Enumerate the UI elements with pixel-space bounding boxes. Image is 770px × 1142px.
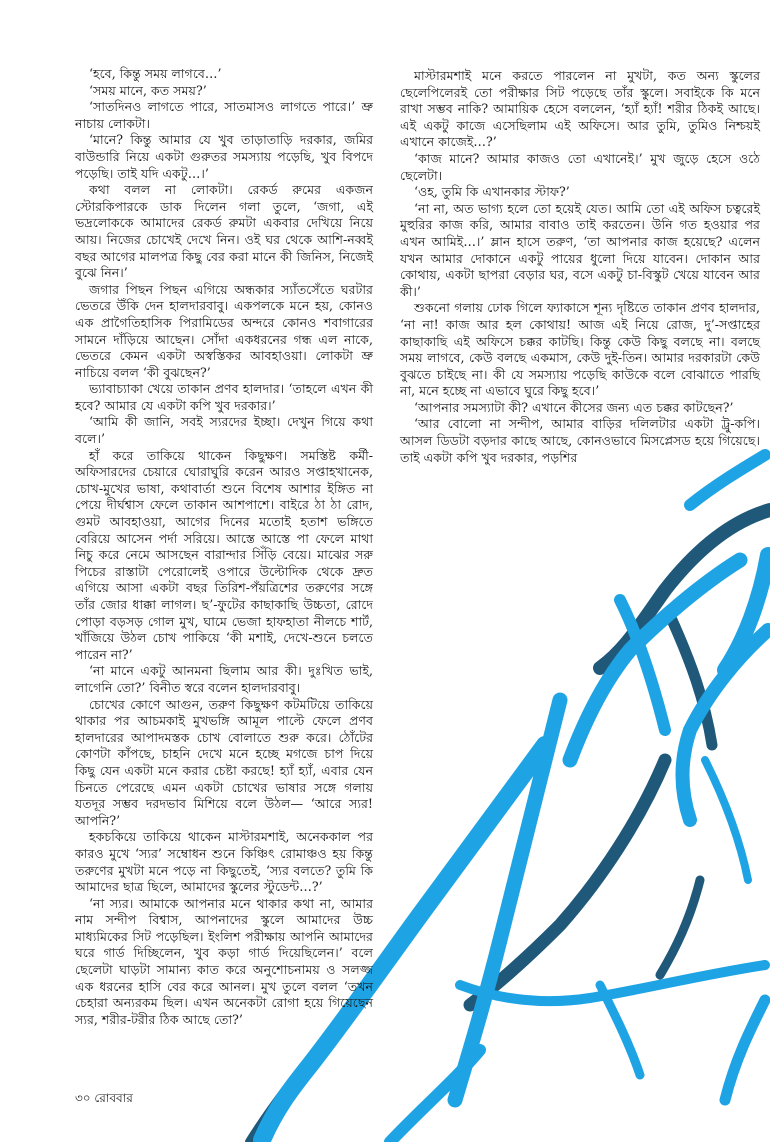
paragraph: শুকনো গলায় ঢোক গিলে ফ্যাকাসে শূন্য দৃষ্টিতে তাকান প্রণব হালদার, ‘না না! কাজ আর হল কোথায়! আজ এই নিয়ে রোজ, দু’-সপ্তাহের কাছাকাছি এই অফিসে চক্কর কাটছি। কিন্তু কেউ কিছু বলছে না। বলছে সময় লাগবে, কেউ বলছে একমাস, কেউ দুই-তিন। আমার দরকারটা কেউ বুঝতে চাইছে না। কী যে সমস্যায় পড়েছি কাউকে বলে বোঝাতে পারছি না, মনে হচ্ছে না এভাবে ঘুরে কিছু হবে।’: [400, 300, 760, 399]
brush-stroke-light: [725, 1000, 765, 1100]
paragraph: ‘আপনার সমস্যাটা কী? এখানে কীসের জন্য এত চক্কর কাটছেন?’: [414, 399, 734, 415]
paragraph: ‘না স্যর। আমাকে আপনার মনে থাকার কথা না, আমার নাম সন্দীপ বিশ্বাস, আপনাদের স্কুলে আমাদের উচ্চ মাধ্যমিকের সিট পড়েছিল। ইংলিশ পরীক্ষায় আপনি আমাদের ঘরে গার্ড দিচ্ছিলেন, খুব কড়া গার্ড দিয়েছিলেন।’ বলে ছেলেটা ঘাড়টা সামান্য কাত করে অনুশোচনাময় ও সলজ্জ এক ধরনের হাসি বের করে আনল। মুখ তুলে বলল ‘তখন চেহারা অন্যরকম ছিল। এখন অনেকটা রোগা হয়ে গিয়েছেন স্যর, শরীর-টরীর ঠিক আছে তো?’: [75, 895, 373, 1027]
brush-stroke-light: [600, 985, 640, 1075]
paragraph: হাঁ করে তাকিয়ে থাকেন কিছুক্ষণ। সমস্তিষ্ট কর্মী-অফিসারদের চেয়ারে ঘোরাঘুরি করেন আরও সপ্তাহখানেক, চোখ-মুখের ভাষা, কথাবার্তা শুনে বিশেষ আশার ইঙ্গিত না পেয়ে দীর্ঘশ্বাস ফেলে তাকান আশপাশে। বাইরে ঠা ঠা রোদ, গুমট আবহাওয়া, আগের দিনের মতোই হতাশ ভঙ্গিতে বেরিয়ে আসেন পর্দা সরিয়ে। আস্তে আস্তে পা ফেলে মাথা নিচু করে নেমে আসছেন বারান্দার সিঁড়ি বেয়ে। মাঝের সরু পিচের রাস্তাটা পেরোলেই ওপারে উল্টোদিক থেকে দ্রুত এগিয়ে আসা একটা বছর তিরিশ-পঁয়ত্রিশের তরুণের সঙ্গে তাঁর জোর ধাক্কা লাগল। ছ’-ফুটের কাছাকাছি উচ্চতা, রোদে পোড়া বড়সড় গোল মুখ, ঘামে ভেজা হাফহাতা নীলচে শার্ট, খাঁজিয়ে উঠল চোখ পাকিয়ে ‘কী মশাই, দেখে-শুনে চলতে পারেন না?’: [75, 447, 373, 662]
paragraph: ‘সময় মানে, কত সময়?’: [89, 82, 207, 98]
left-text-column: [75, 66, 373, 1028]
paragraph: মাস্টারমশাই মনে করতে পারলেন না মুখটা, কত অন্য স্কুলের ছেলেপিলেরই তো পরীক্ষার সিট পড়েছে তাঁর স্কুলে। সবাইকে কি মনে রাখা সম্ভব নাকি? আমায়িক হেসে বললেন, ‘হ্যাঁ হ্যাঁ! শরীর ঠিকই আছে। এই একটু কাজে এসেছিলাম এই অফিসে। আর তুমি, তুমিও নিশ্চয়ই এখানে কাজেই…?’: [400, 68, 760, 150]
paragraph: হকচকিয়ে তাকিয়ে থাকেন মাস্টারমশাই, অনেককাল পর কারও মুখে ‘স্যর’ সম্বোধন শুনে কিঞ্চিৎ রোমাঞ্চও হয় কিন্তু তরুণের মুখটা মনে পড়ে না কিছুতেই, ‘স্যর বলতে? তুমি কি আমাদের ছাত্র ছিলে, আমাদের স্কুলের স্টুডেন্ট…?’: [75, 829, 373, 895]
paragraph: চোখের কোণে আগুন, তরুণ কিছুক্ষণ কটমটিয়ে তাকিয়ে থাকার পর আচমকাই মুখভঙ্গি আমূল পাল্টে ফেলে প্রণব হালদারের আপাদমস্তক চোখ বোলাতে শুরু করে। ঠোঁটের কোণটা কাঁপছে, চাহনি দেখে মনে হচ্ছে মগজে চাপ দিয়ে কিছু যেন একটা মনে করার চেষ্টা করছে! হ্যাঁ হ্যাঁ, এবার যেন চিনতে পেরেছে এমন একটা চোখের ভাষার সঙ্গে গলায় যতদূর সম্ভব দরদভাব মিশিয়ে বলে উঠল— ‘আরে স্যর! আপনি?’: [75, 696, 373, 828]
paragraph: ‘মানে? কিন্তু আমার যে খুব তাড়াতাড়ি দরকার, জমির বাউন্ডারি নিয়ে একটা গুরুতর সমস্যায় পড়েছি, খুব বিপদে পড়েছি। তাই যদি একটু…।’: [75, 132, 373, 181]
paragraph: ‘আমি কী জানি, সবই স্যরদের ইচ্ছা। দেখুন গিয়ে কথা বলে।’: [75, 414, 373, 447]
brush-stroke-light: [390, 1050, 480, 1142]
brush-stroke-dark: [660, 880, 700, 975]
paragraph: ‘সাতদিনও লাগতে পারে, সাতমাসও লাগতে পারে।’ ভ্রু নাচায় লোকটা।: [75, 99, 373, 131]
paragraph: ‘আর বোলো না সন্দীপ, আমার বাড়ির দলিলটার একটা ট্রু-কপি। আসল ডিডটা বড়দার কাছে আছে, কোনওভাবে মিসপ্লেসড হয়ে গিয়েছে। তাই একটা কপি খুব দরকার, পড়শির: [400, 416, 760, 465]
paragraph: জগার পিছন পিছন এগিয়ে অন্ধকার স্যাঁতসেঁতে ঘরটার ভেতরে উঁকি দেন হালদারবাবু। একপলকে মনে হয়, কোনও এক প্রাগৈতিহাসিক পিরামিডের অন্দরে কোনও শবাগারের সামনে দাঁড়িয়ে আছেন। সোঁদা একধরনের গন্ধ এল নাকে, ভেতরে কেমন একটা অস্বস্তিকর আবহাওয়া। লোকটা ভ্রু নাচিয়ে বলল ‘কী বুঝছেন?’: [75, 281, 373, 380]
paragraph: ‘না না, অত ভাগ্য হলে তো হয়েই যেত। আমি তো এই অফিস চত্বরেই মুহুরির কাজ করি, আমার বাবাও তাই করতেন। উনি গত হওয়ার পর এখন আমিই…।’ ম্লান হাসে তরুণ, ‘তা আপনার কাজ হয়েছে? এলেন যখন আমার দোকানে একটু পায়ের ধুলো দিয়ে যাবেন। দোকান আর কোথায়, একটা ছাপরা বেড়ার ঘর, বসে একটু চা-বিস্কুট খেয়ে যাবেন আর কী।’: [400, 200, 760, 299]
right-text-column: [400, 68, 760, 466]
brush-stroke-light: [705, 760, 748, 880]
paragraph: ‘কাজ মানে? আমার কাজও তো এখানেই।’ মুখ জুড়ে হেসে ওঠে ছেলেটা।: [400, 150, 760, 183]
paragraph: ‘ওহ, তুমি কি এখানকার স্টাফ?’: [414, 184, 570, 200]
paragraph: ‘হবে, কিন্তু সময় লাগবে…’: [89, 66, 222, 81]
paragraph: ‘না মানে একটু আনমনা ছিলাম আর কী। দুঃখিত ভাই, লাগেনি তো?’ বিনীত স্বরে বলেন হালদারবাবু।: [75, 663, 373, 695]
paragraph: ভ্যাবাচ্যাকা খেয়ে তাকান প্রণব হালদার। ‘তাহলে এখন কী হবে? আমার যে একটা কপি খুব দরকার।’: [75, 381, 373, 413]
paragraph: কথা বলল না লোকটা। রেকর্ড রুমের একজন স্টোরকিপারকে ডাক দিলেন গলা তুলে, ‘জগা, এই ভদ্রলোককে আমাদের রেকর্ড রুমটা একবার দেখিয়ে নিয়ে আয়। নিজের চোখেই দেখে নিন। ওই ঘর থেকে আশি-নব্বই বছর আগের মালপত্র কিছু বের করা মানে কী জিনিস, নিজেই বুঝে নিন।’: [75, 182, 373, 281]
page-folio: ৩০ রোববার: [75, 1091, 133, 1105]
